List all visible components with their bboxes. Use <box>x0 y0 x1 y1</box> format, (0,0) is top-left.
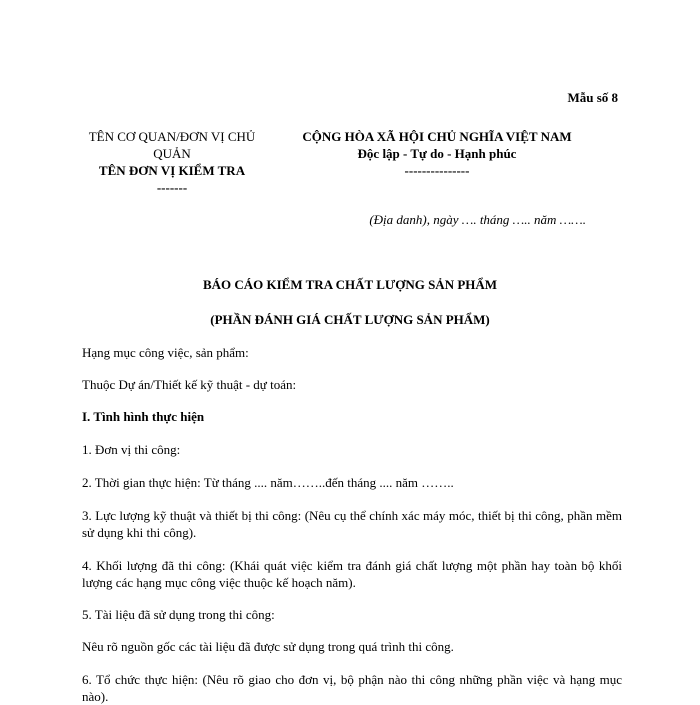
list-item: 2. Thời gian thực hiện: Từ tháng .... năm……..đến tháng .... năm …….. <box>82 475 454 490</box>
inspecting-unit-name: TÊN ĐƠN VỊ KIỂM TRA <box>98 163 246 178</box>
place-date-line: (Địa danh), ngày …. tháng ….. năm ……. <box>369 212 586 227</box>
form-number: Mẫu số 8 <box>567 90 618 105</box>
section-heading: I. Tình hình thực hiện <box>82 409 205 424</box>
country-name: CỘNG HÒA XÃ HỘI CHỦ NGHĨA VIỆT NAM <box>302 129 572 144</box>
work-item-line: Hạng mục công việc, sản phẩm: <box>82 345 249 360</box>
parent-agency-name: TÊN CƠ QUAN/ĐƠN VỊ CHỦ QUẢN <box>88 129 256 161</box>
document-title: BÁO CÁO KIỂM TRA CHẤT LƯỢNG SẢN PHẨM <box>202 277 498 292</box>
left-header-divider: ------- <box>156 180 188 195</box>
list-item: 3. Lực lượng kỹ thuật và thiết bị thi công: (Nêu cụ thể chính xác máy móc, thiết bị thi công, phần mềm sử dụng khi thi công). <box>82 508 622 540</box>
national-motto: Độc lập - Tự do - Hạnh phúc <box>357 146 517 161</box>
list-item: 1. Đơn vị thi công: <box>82 442 181 457</box>
right-header-divider: --------------- <box>404 163 470 178</box>
document-subtitle: (PHẦN ĐÁNH GIÁ CHẤT LƯỢNG SẢN PHẨM) <box>210 312 490 327</box>
list-item-note: Nêu rõ nguồn gốc các tài liệu đã được sử dụng trong quá trình thi công. <box>82 639 454 654</box>
project-line: Thuộc Dự án/Thiết kế kỹ thuật - dự toán: <box>82 377 297 392</box>
list-item: 6. Tổ chức thực hiện: (Nêu rõ giao cho đơn vị, bộ phận nào thi công những phần việc và hạng mục nào). <box>82 672 622 704</box>
list-item: 4. Khối lượng đã thi công: (Khái quát việc kiểm tra đánh giá chất lượng một phần hay toàn bộ khối lượng các hạng mục công việc thuộc kế hoạch năm). <box>82 558 622 590</box>
issuing-agency-header <box>78 128 266 196</box>
national-motto-header <box>278 128 596 179</box>
list-item: 5. Tài liệu đã sử dụng trong thi công: <box>82 607 275 622</box>
